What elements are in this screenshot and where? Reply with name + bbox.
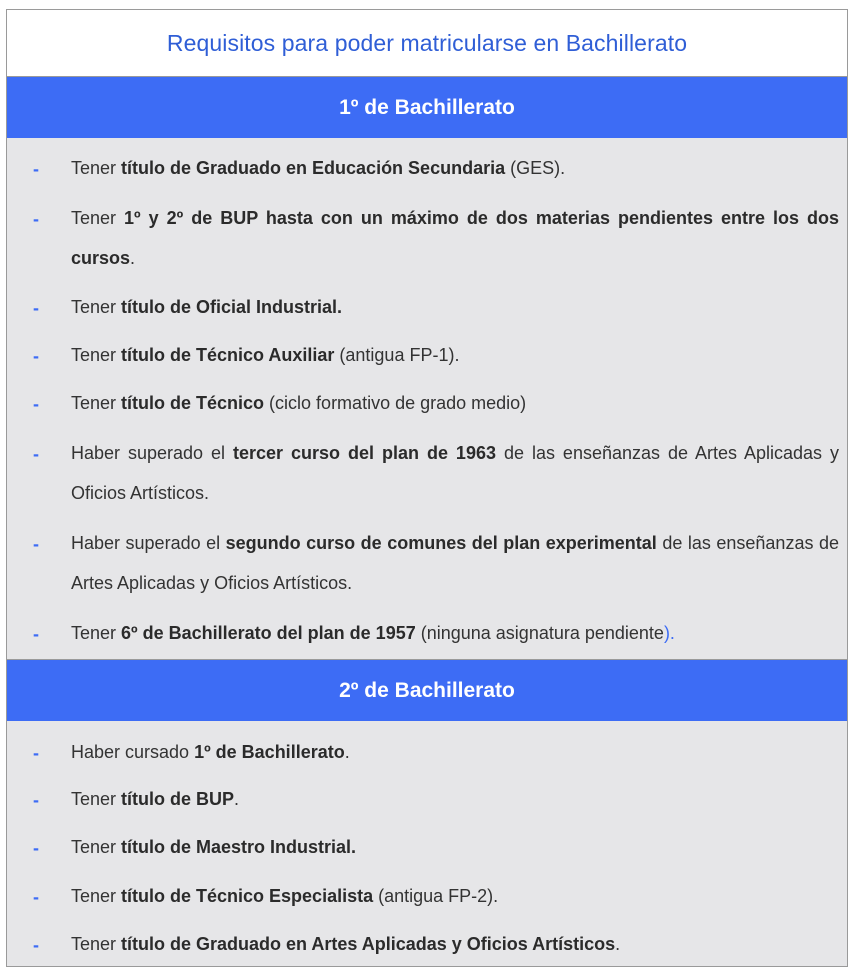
bullet-dash: - [33,298,39,318]
requirements-document [6,9,848,967]
bullet-dash: - [33,534,39,554]
bullet-dash: - [33,346,39,366]
section-heading-2: 2º de Bachillerato [7,660,847,721]
bullet-dash: - [33,394,39,414]
bullet-dash: - [33,838,39,858]
document-title: Requisitos para poder matricularse en Bachillerato [7,10,847,77]
section-list-2: - Haber cursado 1º de Bachillerato. - Tener título de BUP. - Tener título de Maestro Industrial. - Tener título de Técnico Especialista (antigua FP-2). - Tener título de Graduado en Artes Aplicadas y Oficios Artísticos. [7,721,847,966]
section-heading-1: 1º de Bachillerato [7,77,847,138]
section-list-1: - Tener título de Graduado en Educación Secundaria (GES). - Tener 1º y 2º de BUP hasta con un máximo de dos materias pendientes entre los dos cursos. - Tener título de Oficial Industrial. - Tener título de Técnico Auxiliar (antigua FP-1). - Tener título de Técnico (ciclo formativo de grado medio) - Haber superado el tercer curso del plan de 1963 de las enseñanzas de Artes Aplicadas y Oficios Artísticos. - Haber superado el segundo curso de comunes del plan experimental de las enseñanzas de Artes Aplicadas y Oficios Artísticos. - Tener 6º de Bachillerato del plan de 1957 (ninguna asignatura pendiente). [7,138,847,660]
bullet-dash: - [33,159,39,179]
bullet-dash: - [33,209,39,229]
bullet-dash: - [33,444,39,464]
bullet-dash: - [33,887,39,907]
bullet-dash: - [33,624,39,644]
bullet-dash: - [33,790,39,810]
bullet-dash: - [33,935,39,955]
bullet-dash: - [33,743,39,763]
